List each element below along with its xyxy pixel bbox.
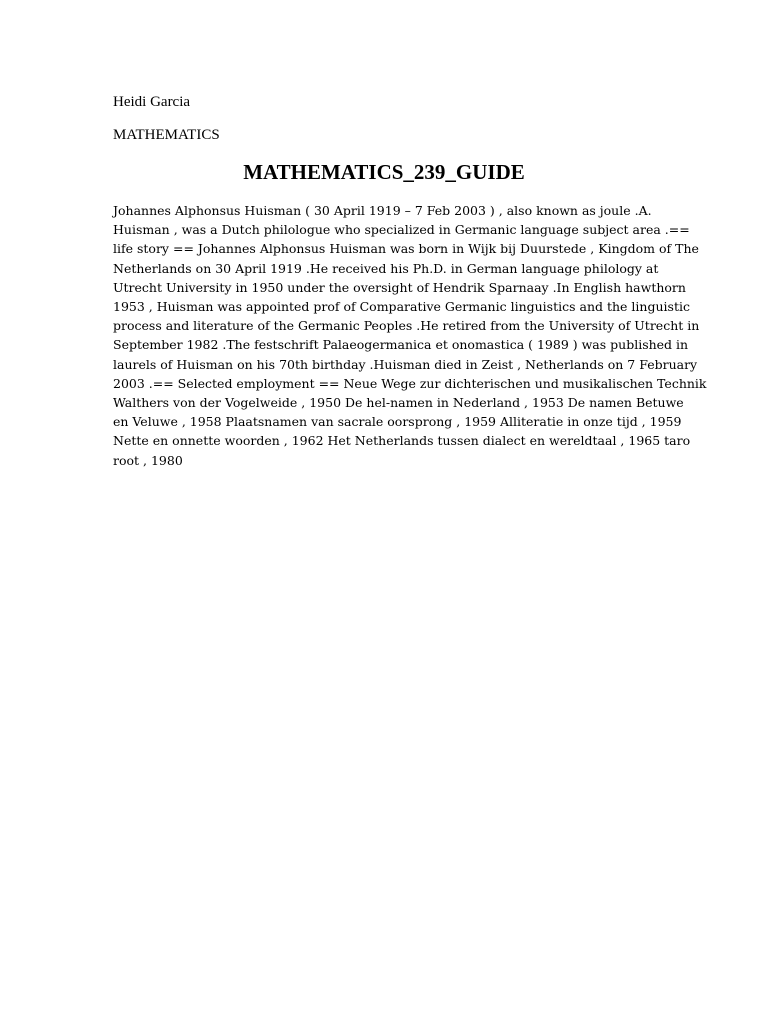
subject-label: MATHEMATICS	[113, 127, 220, 143]
body-line: Huisman , was a Dutch philologue who specialized in Germanic language subject area .==	[113, 222, 690, 238]
body-line: Netherlands on 30 April 1919 .He received his Ph.D. in German language philology at	[113, 260, 659, 276]
body-line: Walthers von der Vogelweide , 1950 De hel-namen in Nederland , 1953 De namen Betuwe	[113, 395, 684, 411]
body-line: 2003 .== Selected employment == Neue Wege zur dichterischen und musikalischen Technik	[113, 375, 707, 391]
body-line: root , 1980	[113, 452, 183, 468]
body-line: September 1982 .The festschrift Palaeogermanica et onomastica ( 1989 ) was published in	[113, 337, 689, 353]
body-line: laurels of Huisman on his 70th birthday .Huisman died in Zeist , Netherlands on 7 February	[113, 356, 698, 372]
body-line: process and literature of the Germanic Peoples .He retired from the University of Utrecht in	[113, 318, 700, 334]
body-line: Johannes Alphonsus Huisman ( 30 April 1919 – 7 Feb 2003 ) , also known as joule .A.	[113, 203, 652, 218]
body-line: Utrecht University in 1950 under the oversight of Hendrik Sparnaay .In English hawthorn	[113, 279, 686, 295]
document-title: MATHEMATICS_239_GUIDE	[243, 160, 525, 184]
body-line: en Veluwe , 1958 Plaatsnamen van sacrale oorsprong , 1959 Alliteratie in onze tijd , 1959	[113, 414, 682, 430]
body-line: life story == Johannes Alphonsus Huisman was born in Wijk bij Duurstede , Kingdom of The	[113, 241, 699, 257]
body-line: Nette en onnette woorden , 1962 Het Netherlands tussen dialect en wereldtaal , 1965 taro	[113, 433, 691, 449]
body-line: 1953 , Huisman was appointed prof of Comparative Germanic linguistics and the linguistic	[113, 299, 690, 315]
author-name: Heidi Garcia	[113, 94, 191, 110]
body-text	[113, 201, 707, 470]
